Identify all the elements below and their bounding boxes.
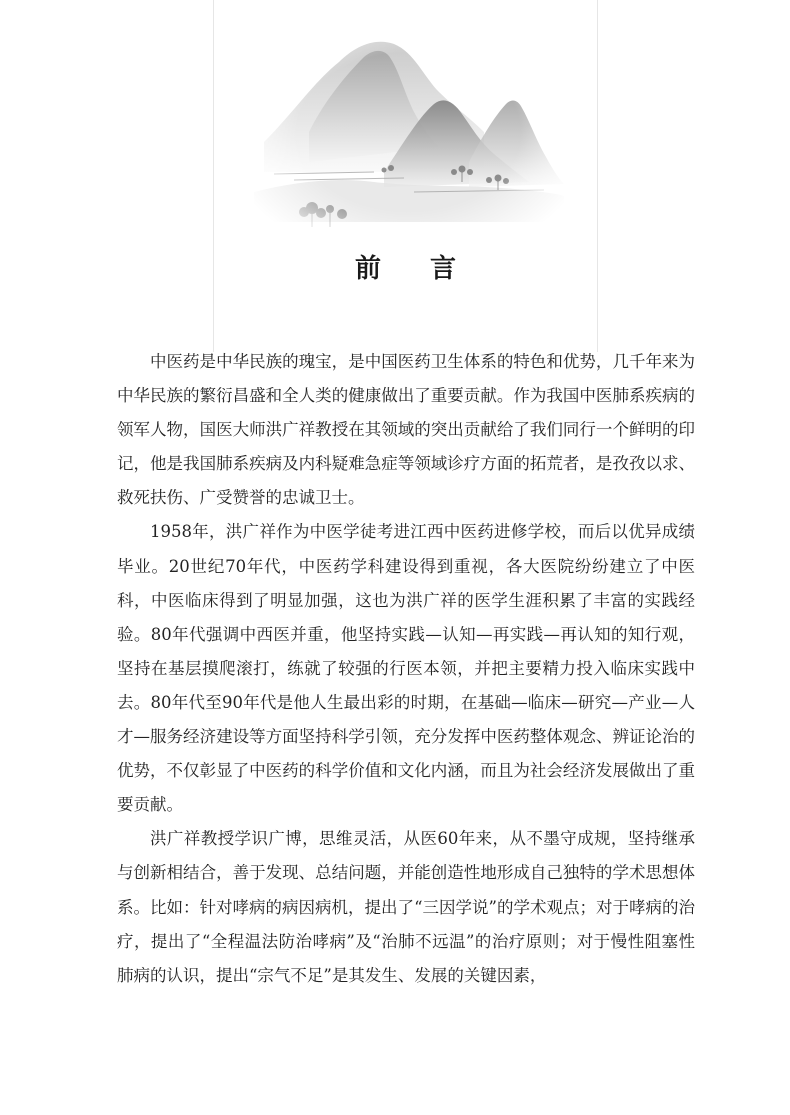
- header-panel: [213, 0, 598, 352]
- page-title: 前 言: [354, 254, 477, 284]
- paragraph-1: 中医药是中华民族的瑰宝，是中国医药卫生体系的特色和优势，几千年来为中华民族的繁衍昌盛和全人类的健康做出了重要贡献。作为我国中医肺系疾病的领军人物，国医大师洪广祥教授在其领域的突出贡献给了我们同行一个鲜明的印记，他是我国肺系疾病及内科疑难急症等领域诊疗方面的拓荒者，是孜孜以求、救死扶伤、广受赞誉的忠诚卫士。: [117, 352, 695, 508]
- landscape-illustration: [254, 22, 564, 242]
- paragraph-2: 1958年，洪广祥作为中医学徒考进江西中医药进修学校，而后以优异成绩毕业。20世纪70年代，中医药学科建设得到重视，各大医院纷纷建立了中医科，中医临床得到了明显加强，这也为洪广祥的医学生涯积累了丰富的实践经验。80年代强调中西医并重，他坚持实践—认知—再实践—再认知的知行观，坚持在基层摸爬滚打，练就了较强的行医本领，并把主要精力投入临床实践中去。80年代至90年代是他人生最出彩的时期，在基础—临床—研究—产业—人才—服务经济建设等方面坚持科学引领，充分发挥中医药整体观念、辨证论治的优势，不仅彰显了中医药的科学价值和文化内涵，而且为社会经济发展做出了重要贡献。: [117, 522, 695, 815]
- body-text: [117, 345, 695, 993]
- paragraph-3: 洪广祥教授学识广博，思维灵活，从医60年来，从不墨守成规，坚持继承与创新相结合，善于发现、总结问题，并能创造性地形成自己独特的学术思想体系。比如：针对哮病的病因病机，提出了“三因学说”的学术观点；对于哮病的治疗，提出了“全程温法防治哮病”及“治肺不远温”的治疗原则；对于慢性阻塞性肺病的认识，提出“宗气不足”是其发生、发展的关键因素，: [117, 829, 695, 985]
